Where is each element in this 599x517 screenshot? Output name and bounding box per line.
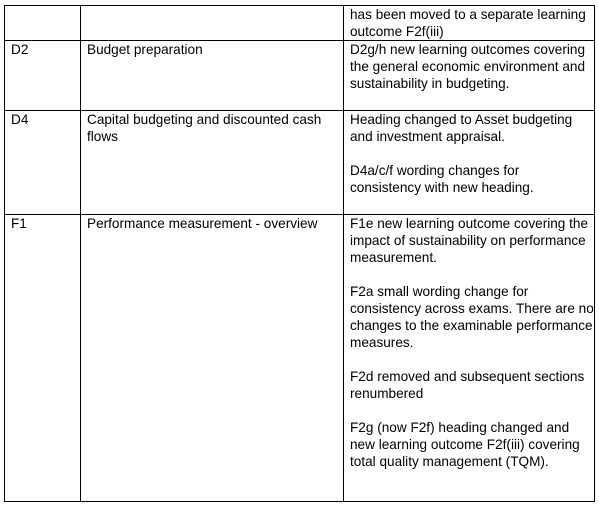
- notes-cell: [344, 215, 595, 502]
- note-paragraph: F2d removed and subsequent sections renumbered: [350, 369, 585, 401]
- topic-cell: Budget preparation: [81, 41, 344, 111]
- notes-cell: [344, 6, 595, 41]
- note-paragraph: D4a/c/f wording changes for consistency with new heading.: [350, 163, 534, 195]
- table-row: [5, 41, 595, 111]
- topic-cell: Performance measurement - overview: [81, 215, 344, 502]
- ref-cell: F1: [5, 215, 81, 502]
- notes-cell: [344, 111, 595, 215]
- table-row: [5, 215, 595, 502]
- note-paragraph: F1e new learning outcome covering the impact of sustainability on performance measurement.: [350, 216, 589, 265]
- notes-cell: [344, 41, 595, 111]
- note-paragraph: Heading changed to Asset budgeting and investment appraisal.: [350, 112, 573, 144]
- topic-cell: Capital budgeting and discounted cash flows: [81, 111, 344, 215]
- note-paragraph: F2g (now F2f) heading changed and new learning outcome F2f(iii) covering total quality management (TQM).: [350, 420, 580, 469]
- syllabus-changes-table: [4, 5, 595, 502]
- ref-cell: [5, 6, 81, 41]
- table-row: [5, 6, 595, 41]
- note-paragraph: F2a small wording change for consistency across exams. There are no changes to the examinable performance measures.: [350, 284, 594, 350]
- table-row: [5, 111, 595, 215]
- topic-cell: [81, 6, 344, 41]
- ref-cell: D2: [5, 41, 81, 111]
- ref-cell: D4: [5, 111, 81, 215]
- note-paragraph: has been moved to a separate learning outcome F2f(iii): [350, 7, 586, 39]
- note-paragraph: D2g/h new learning outcomes covering the general economic environment and sustainability in budgeting.: [350, 42, 586, 91]
